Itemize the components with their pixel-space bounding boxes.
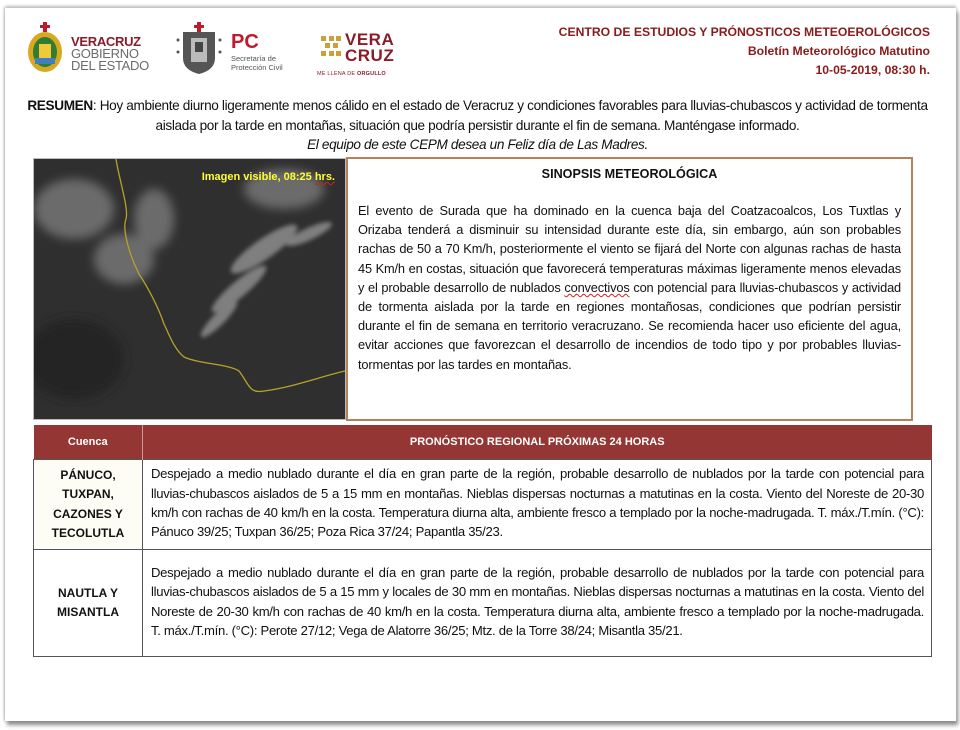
org-title: CENTRO DE ESTUDIOS Y PRÓNOSTICOS METEOEROLÓGICOS [558,25,930,39]
bulletin-datetime: 10-05-2019, 08:30 h. [815,63,930,77]
header-forecast: PRONÓSTICO REGIONAL PRÓXIMAS 24 HORAS [143,425,932,460]
logo-vc-line1: VERA [345,30,395,49]
header-cuenca: Cuenca [34,425,143,460]
row-cuenca [34,550,143,657]
table-header-row [34,425,932,460]
row-forecast: Despejado a medio nublado durante el día en gran parte de la región, probable desarrollo de nublados por la tarde con potencial para lluvias-chubascos aislados de 5 a 15 mm y locales de 30 mm en montañas. Nieblas dispersas nocturnas a matutinas en la costa. Viento del Noreste de 20-30 km/h con rachas de 40 km/h en la costa. Temperatura diurna alta, ambiente fresco a templado por la noche-madrugada. T. máx./T.mín. (°C): Perote 27/12; Vega de Alatorre 36/25; Mtz. de la Torre 38/24; Misantla 35/21. [143,550,932,657]
logo-vc-tagline-b: ORGULLO [357,71,386,77]
pc-shield-icon [175,22,223,76]
cuenca-line: PÁNUCO, [60,467,116,482]
logo-gob-line2: GOBIERNO [71,46,139,61]
satellite-label-hrs: hrs. [314,171,335,183]
cuenca-line: TECOLUTLA [51,526,125,540]
cuenca-line: CAZONES Y [53,506,123,521]
logo-gob-line3: DEL ESTADO [71,58,149,73]
state-coat-of-arms-icon [25,22,65,74]
summary-greeting: El equipo de este CEPM desea un Feliz día de Las Madres. [307,137,648,152]
synopsis-title: SINOPSIS METEOROLÓGICA [541,167,718,181]
satellite-label-text: Imagen visible, 08:25 [201,171,315,183]
synopsis-box [346,157,913,421]
logo-pc-title: PC [231,31,259,53]
regional-forecast-table [33,425,932,657]
logo-gob-line1: VERACRUZ [71,34,141,49]
bulletin-header [559,23,930,80]
synopsis-text-b: con potencial para lluvias-chubascos y actividad de tormenta aislada por la tarde en regiones montañosas, condiciones que podrían persistir durante el fin de semana en territorio veracruzano. Se recomienda hacer uso eficiente del agua, evitar acciones que favorezcan el desarrollo de incendios de todo tipo y por probables lluvias-tormentas por las tardes en montañas. [358,279,901,372]
bulletin-page [5,8,956,721]
summary-label: RESUMEN [27,98,93,113]
summary-text: : Hoy ambiente diurno ligeramente menos cálido en el estado de Veracruz y condiciones favorables para lluvias-chubascos y actividad de tormenta aislada por la tarde en montañas, situación que podría persistir durante el fin de semana. Manténgase informado. [92,98,928,133]
logo-vc-line2: CRUZ [345,46,395,65]
synopsis-text-a: El evento de Surada que ha dominado en la cuenca baja del Coatzacoalcos, Los Tuxtlas y Orizaba tenderá a disminuir su intensidad durante este día, sin embargo, aún son probables rachas de 50 a 70 Km/h, posteriormente el viento se fijará del Norte con algunas rachas de hasta 45 Km/h en costas, situación que favorecerá temperaturas máximas ligeramente menos elevadas y el probable desarrollo de nublados [358,203,901,295]
row-forecast: Despejado a medio nublado durante el día en gran parte de la región, probable desarrollo de nublados por la tarde con potencial para lluvias-chubascos aislados de 5 a 15 mm en montañas. Nieblas dispersas nocturnas a matutinas en la costa. Viento del Noreste de 20-30 km/h con rachas de 40 km/h en la costa. Temperatura diurna alta, ambiente fresco a templado por la noche-madrugada. T. máx./T.mín. (°C): Pánuco 39/25; Tuxpan 36/25; Poza Rica 37/24; Papantla 35/23. [143,460,932,550]
cuenca-line: MISANTLA [57,605,119,619]
logo-vc-tagline-a: ME LLENA DE [317,71,356,77]
logo-veracruz-orgullo [315,18,415,78]
satellite-image [33,158,346,420]
satellite-clouds-graphic [34,159,345,419]
synopsis-text [358,201,901,374]
table-row [34,550,932,657]
row-cuenca [34,460,143,550]
cuenca-line: NAUTLA Y [58,585,118,600]
summary-section [25,96,930,155]
satellite-label [202,171,335,183]
logo-gobierno-veracruz [25,18,160,78]
cuenca-line: TUXPAN, [62,487,114,501]
logo-pc-line2: Protección Civil [231,63,283,72]
table-row [34,460,932,550]
logo-pc-line1: Secretaría de [231,54,277,63]
bulletin-title: Boletín Meteorológico Matutino [747,44,930,58]
pattern-emblem-icon [319,34,343,58]
synopsis-text-spell: convectivos [564,279,630,295]
logo-proteccion-civil [175,18,295,78]
